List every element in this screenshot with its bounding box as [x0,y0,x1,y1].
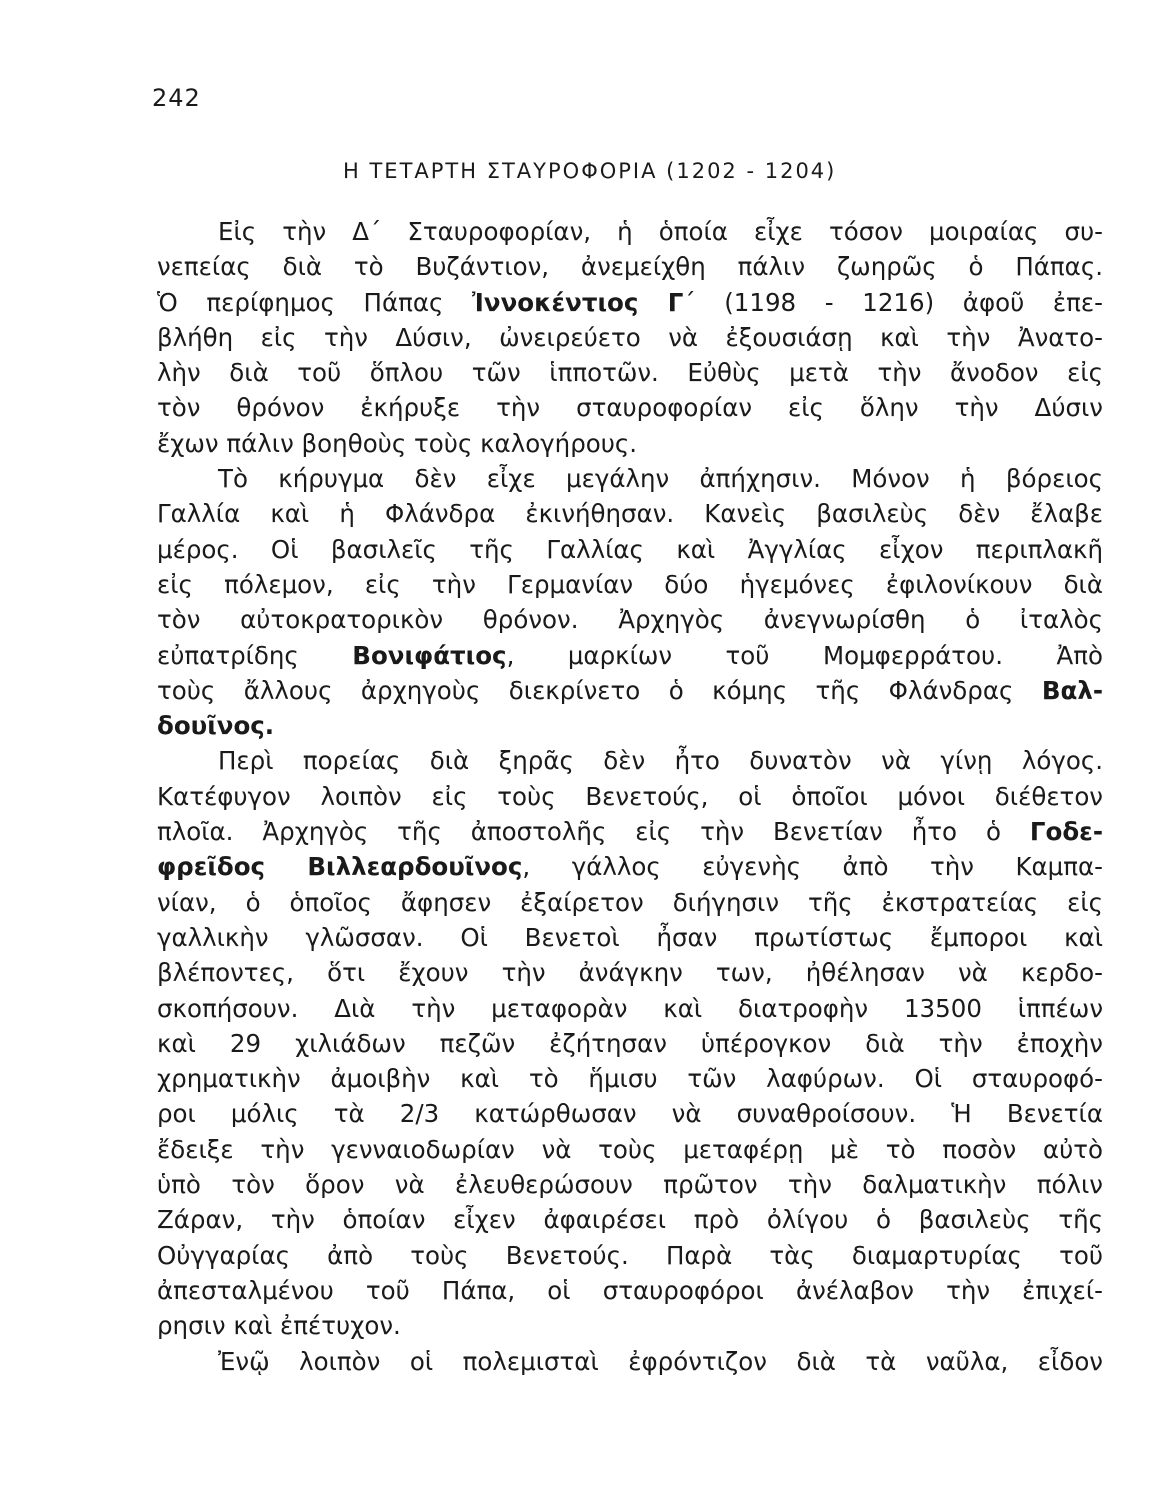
text-line: μέρος. Οἱ βασιλεῖς τῆς Γαλλίας καὶ Ἀγγλίας εἶχον περιπλακῆ [157,534,1103,564]
text-line: σκοπήσουν. Διὰ τὴν μεταφορὰν καὶ διατροφὴν 13500 ἱππέων [157,993,1103,1023]
text-line: λὴν διὰ τοῦ ὅπλου τῶν ἱπποτῶν. Εὐθὺς μετὰ τὴν ἄνοδον εἰς [157,358,1103,388]
text-line: χρηματικὴν ἀμοιβὴν καὶ τὸ ἥμισυ τῶν λαφύρων. Οἱ σταυροφό- [157,1064,1103,1094]
chapter-title: Η ΤΕΤΑΡΤΗ ΣΤΑΥΡΟΦΟΡΙΑ (1202 - 1204) [343,159,837,183]
text-line: βλέποντες, ὅτι ἔχουν τὴν ἀνάγκην των, ἠθέλησαν νὰ κερδο- [157,958,1103,988]
text-line: Κατέφυγον λοιπὸν εἰς τοὺς Βενετούς, οἱ ὁποῖοι μόνοι διέθετον [157,781,1103,811]
text-line: Ἐνῷ λοιπὸν οἱ πολεμισταὶ ἐφρόντιζον διὰ τὰ ναῦλα, εἶδον [218,1346,1103,1376]
text-line: Ὁ περίφημος Πάπας Ἰννοκέντιος Γ΄ (1198 - 1216) ἀφοῦ ἐπε- [157,287,1103,317]
name-baldwin: Βαλ- [1041,675,1103,705]
text-line: ἔδειξε τὴν γενναιοδωρίαν νὰ τοὺς μεταφέρῃ μὲ τὸ ποσὸν αὐτὸ [157,1134,1103,1164]
text-line: νεπείας διὰ τὸ Βυζάντιον, ἀνεμείχθη πάλιν ζωηρῶς ὁ Πάπας. [157,252,1103,282]
page-number: 242 [152,84,201,112]
text-line: νίαν, ὁ ὁποῖος ἄφησεν ἐξαίρετον διήγησιν τῆς ἐκστρατείας εἰς [157,887,1103,917]
text-line: εὐπατρίδης Βονιφάτιος, μαρκίων τοῦ Μομφερράτου. Ἀπὸ [157,640,1103,670]
text-line: Περὶ πορείας διὰ ξηρᾶς δὲν ἦτο δυνατὸν νὰ γίνῃ λόγος. [218,746,1103,776]
name-boniface: Βονιφάτιος [352,640,507,670]
name-villehardouin: Γοδε- [1029,817,1103,847]
body-text [157,214,1103,1379]
text-line: ἀπεσταλμένου τοῦ Πάπα, οἱ σταυροφόροι ἀνέλαβον τὴν ἐπιχεί- [157,1275,1103,1305]
text-line: δουῖνος. [157,711,275,741]
text-line: εἰς πόλεμον, εἰς τὴν Γερμανίαν δύο ἡγεμόνες ἐφιλονίκουν διὰ [157,569,1103,599]
text-line: ροι μόλις τὰ 2/3 κατώρθωσαν νὰ συναθροίσουν. Ἡ Βενετία [157,1099,1103,1129]
text-line: τοὺς ἄλλους ἀρχηγοὺς διεκρίνετο ὁ κόμης τῆς Φλάνδρας Βαλ- [157,675,1103,705]
text-line: τὸν αὐτοκρατορικὸν θρόνον. Ἀρχηγὸς ἀνεγνωρίσθη ὁ ἰταλὸς [157,605,1103,635]
text-line: γαλλικὴν γλῶσσαν. Οἱ Βενετοὶ ἦσαν πρωτίστως ἔμποροι καὶ [157,922,1103,952]
name-villehardouin-cont: φρεῖδος Βιλλεαρδουῖνος [157,852,523,882]
text-line: Ζάραν, τὴν ὁποίαν εἶχεν ἀφαιρέσει πρὸ ὀλίγου ὁ βασιλεὺς τῆς [157,1205,1103,1235]
text-line: βλήθη εἰς τὴν Δύσιν, ὠνειρεύετο νὰ ἐξουσιάσῃ καὶ τὴν Ἀνατο- [157,322,1103,352]
text-line: καὶ 29 χιλιάδων πεζῶν ἐζήτησαν ὑπέρογκον διὰ τὴν ἐποχὴν [157,1028,1103,1058]
text-line: Εἰς τὴν Δ΄ Σταυροφορίαν, ἡ ὁποία εἶχε τόσον μοιραίας συ- [218,217,1103,246]
text-line: φρεῖδος Βιλλεαρδουῖνος, γάλλος εὐγενὴς ἀπὸ τὴν Καμπα- [157,852,1103,882]
text-line: τὸν θρόνον ἐκήρυξε τὴν σταυροφορίαν εἰς ὅλην τὴν Δύσιν [157,393,1103,423]
text-line: πλοῖα. Ἀρχηγὸς τῆς ἀποστολῆς εἰς τὴν Βενετίαν ἦτο ὁ Γοδε- [157,817,1103,847]
text-line: Γαλλία καὶ ἡ Φλάνδρα ἐκινήθησαν. Κανεὶς βασιλεὺς δὲν ἔλαβε [157,499,1103,529]
name-innocent-iii: Ἰννοκέντιος Γ [472,287,684,317]
text-line: Τὸ κήρυγμα δὲν εἶχε μεγάλην ἀπήχησιν. Μόνον ἡ βόρειος [218,464,1103,494]
text-line: Οὐγγαρίας ἀπὸ τοὺς Βενετούς. Παρὰ τὰς διαμαρτυρίας τοῦ [157,1240,1103,1270]
text-line: ρησιν καὶ ἐπέτυχον. [157,1311,401,1341]
text-line: ὑπὸ τὸν ὅρον νὰ ἐλευθερώσουν πρῶτον τὴν δαλματικὴν πόλιν [157,1170,1103,1200]
text-line: ἔχων πάλιν βοηθοὺς τοὺς καλογήρους. [157,428,638,458]
